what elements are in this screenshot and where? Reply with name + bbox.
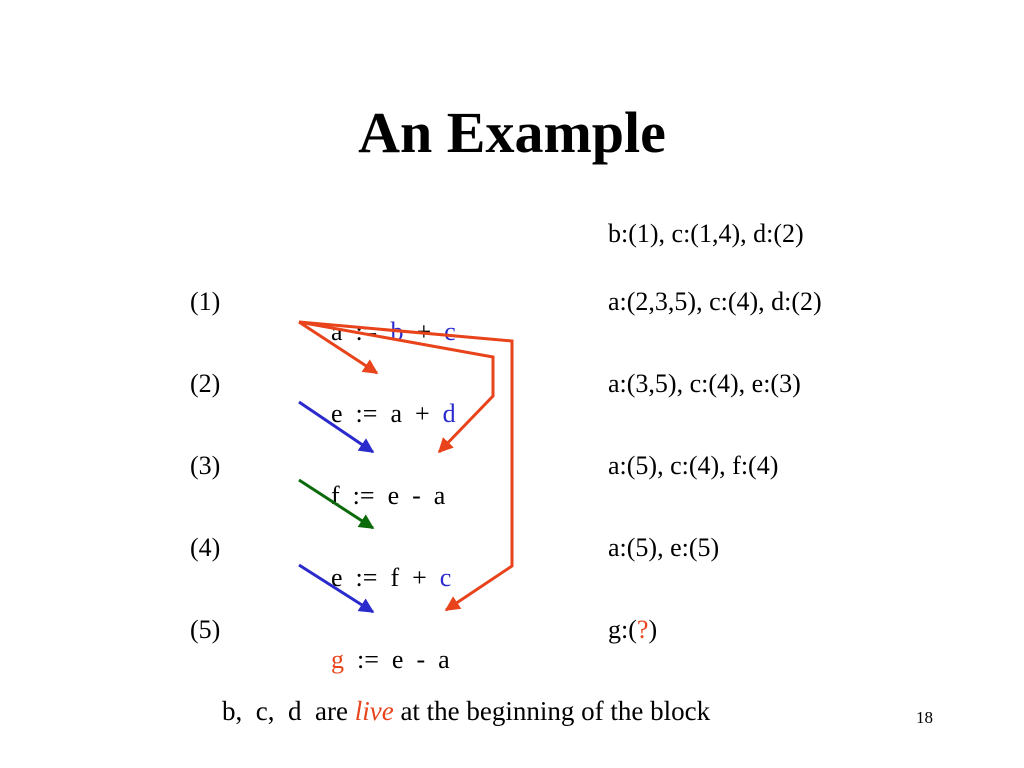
statement-number: (4) — [190, 533, 221, 562]
assign-op: := — [342, 399, 391, 428]
footer-caption — [222, 696, 710, 726]
statement — [292, 451, 445, 541]
binary-op: + — [403, 317, 445, 346]
live-set-suffix: ) — [648, 615, 658, 644]
binary-op: + — [401, 399, 443, 428]
assign-op: := — [342, 317, 391, 346]
live-set: a:(5), c:(4), f:(4) — [608, 451, 779, 480]
lhs-var: g — [331, 645, 344, 674]
statement-number: (5) — [190, 615, 221, 644]
lhs-var: a — [331, 317, 343, 346]
operand-var: f — [390, 563, 400, 592]
statement-number: (2) — [190, 369, 221, 398]
unknown-mark: ? — [636, 615, 649, 644]
operand-var: b — [390, 317, 404, 346]
page-number: 18 — [916, 708, 933, 727]
operand-var: c — [439, 563, 452, 592]
lhs-var: f — [331, 481, 340, 510]
live-set: a:(2,3,5), c:(4), d:(2) — [608, 287, 822, 316]
operand-var: c — [444, 317, 456, 346]
operand-var: d — [442, 399, 456, 428]
assign-op: := — [342, 563, 391, 592]
binary-op: - — [399, 481, 434, 510]
statement — [292, 615, 450, 705]
statement — [292, 369, 456, 459]
operand-var: a — [390, 399, 402, 428]
lhs-var: e — [331, 563, 343, 592]
footer-emphasis: live — [354, 696, 394, 726]
footer-prefix: b, c, d are — [222, 696, 355, 726]
binary-op: - — [403, 645, 439, 674]
live-set: a:(3,5), c:(4), e:(3) — [608, 369, 801, 398]
initial-live-set: b:(1), c:(1,4), d:(2) — [608, 219, 804, 248]
live-set: a:(5), e:(5) — [608, 533, 720, 562]
footer-suffix: at the beginning of the block — [393, 696, 711, 726]
operand-var: e — [391, 645, 404, 674]
statement — [292, 533, 451, 623]
binary-op: + — [399, 563, 440, 592]
statement — [292, 287, 456, 377]
statement-number: (3) — [190, 451, 221, 480]
operand-var: a — [438, 645, 450, 674]
operand-var: a — [433, 481, 446, 510]
statement-number: (1) — [190, 287, 221, 316]
live-set-prefix: g:( — [608, 615, 637, 644]
assign-op: := — [344, 645, 392, 674]
operand-var: e — [387, 481, 400, 510]
slide-title: An Example — [358, 100, 666, 165]
assign-op: := — [339, 481, 388, 510]
lhs-var: e — [331, 399, 343, 428]
live-set — [608, 615, 657, 645]
